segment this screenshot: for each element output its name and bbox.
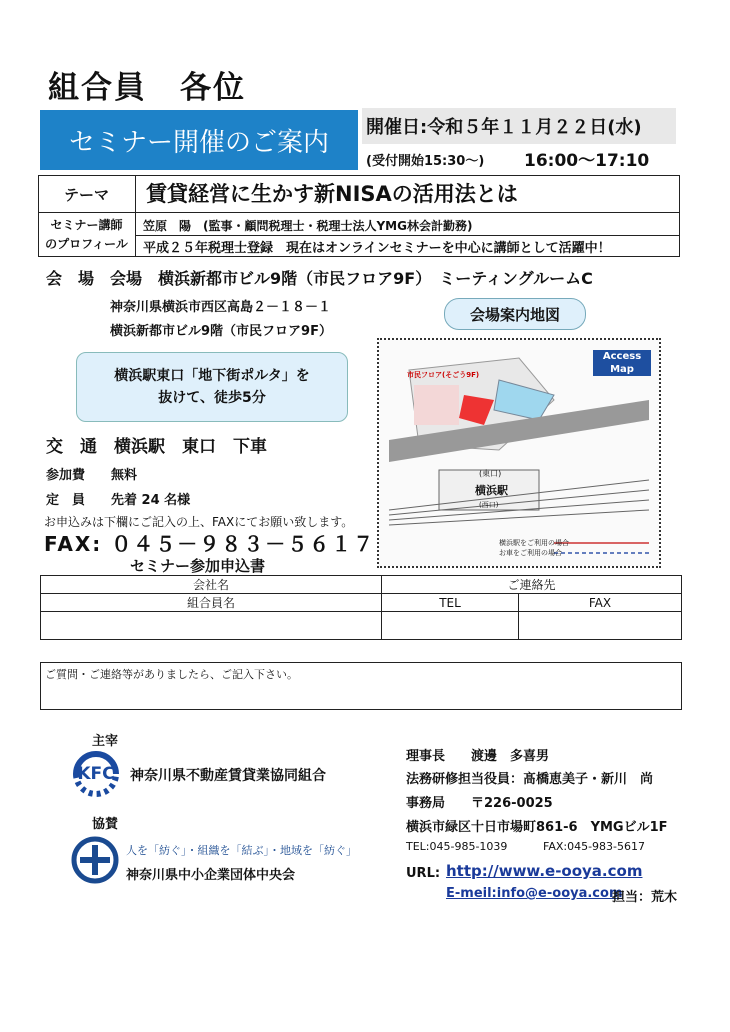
venue-address-2: 横浜新都市ビル9階（市民フロア9F）	[110, 324, 332, 339]
person-in-charge: 担当：荒木	[612, 890, 678, 905]
fee-info: 参加費 無料	[46, 468, 138, 483]
event-date: 開催日:令和５年１１月２２日(水)	[362, 108, 676, 144]
lecturer-name: 笠原 陽 (監事・顧問税理士・税理士法人YMG林会計勤務)	[143, 219, 473, 233]
form-title: セミナー参加申込書	[130, 557, 266, 575]
host-name: 神奈川県不動産賃貸業協同組合	[130, 768, 326, 784]
company-header: 会社名	[41, 576, 382, 594]
map-legend-1: 横浜駅をご利用の場合	[499, 539, 569, 547]
cosponsor-label: 協賛	[92, 817, 119, 832]
member-header: 組合員名	[41, 594, 382, 612]
host-label: 主宰	[92, 734, 119, 749]
fax-input[interactable]	[519, 612, 682, 640]
venue-line: 会 場 会場 横浜新都市ビル9階（市民フロア9F） ミーティングルームC	[46, 269, 593, 288]
map-legend-2: お車をご利用の場合	[499, 549, 562, 557]
reception-time: (受付開始15:30～)	[366, 154, 485, 169]
question-label: ご質問・ご連絡等がありましたら、ご記入下さい。	[45, 668, 298, 681]
map-station: 横浜駅	[475, 484, 508, 497]
profile-label	[38, 213, 136, 257]
member-input[interactable]	[41, 612, 382, 640]
cosponsor-slogan: 人を「紡ぐ」・組織を「結ぶ」・地域を「紡ぐ」	[126, 844, 357, 857]
office-postal: 事務局 〒226-0025	[406, 796, 553, 811]
venue-address-1: 神奈川県横浜市西区高島２－１８－１	[110, 300, 332, 315]
profile-label-line1: セミナー講師	[50, 218, 123, 232]
office-tel: TEL:045-985-1039	[406, 840, 508, 853]
fax-number: FAX: ０４５－９８３－５６１７	[44, 532, 376, 556]
access-directions	[76, 352, 348, 422]
email-link[interactable]: E-meil:info@e-ooya.com	[446, 886, 623, 901]
event-time: 16:00～17:10	[524, 151, 650, 171]
map-civic-floor: 市民フロア(そごう9F)	[407, 371, 480, 379]
seminar-banner: セミナー開催のご案内	[40, 110, 358, 170]
kfc-logo-text: KFC	[77, 764, 115, 784]
url-label: URL:	[406, 866, 441, 881]
map-title: Access Map	[593, 350, 651, 376]
lecturer-profile: 平成２５年税理士登録 現在はオンラインセミナーを中心に講師として活躍中！	[143, 241, 611, 256]
tel-input[interactable]	[382, 612, 519, 640]
website-link[interactable]: http://www.e-ooya.com	[446, 862, 643, 880]
page-title: 組合員 各位	[48, 70, 246, 106]
theme-text: 賃貸経営に生かす新NISAの活用法とは	[146, 182, 518, 206]
theme-label: テーマ	[38, 175, 136, 213]
cosponsor-name: 神奈川県中小企業団体中央会	[126, 868, 296, 883]
kfc-logo-icon	[70, 748, 122, 800]
apply-note: お申込みは下欄にご記入の上、FAXにてお願い致します。	[44, 515, 354, 529]
access-line-2: 抜けて、徒歩5分	[158, 390, 266, 406]
question-box[interactable]	[40, 662, 682, 710]
fax-header: FAX	[519, 594, 682, 612]
office-address: 横浜市緑区十日市場町861-6 YMGビル1F	[406, 820, 668, 835]
chairman: 理事長 渡邊 多喜男	[406, 749, 550, 764]
profile-divider	[136, 235, 680, 236]
legal-officer: 法務研修担当役員：髙橋恵美子・新川 尚	[406, 772, 654, 787]
application-form	[40, 575, 682, 640]
profile-label-line2: のプロフィール	[45, 237, 128, 251]
map-label: 会場案内地図	[444, 298, 586, 330]
access-line-1: 横浜駅東口「地下街ポルタ」を	[114, 368, 310, 384]
transport-info: 交 通 横浜駅 東口 下車	[46, 437, 267, 457]
contact-header: ご連絡先	[382, 576, 682, 594]
capacity-info: 定 員 先着 24 名様	[46, 493, 191, 508]
office-fax: FAX:045-983-5617	[543, 840, 646, 853]
map-east-exit: (東口)	[479, 469, 502, 478]
access-map	[377, 338, 661, 568]
tel-header: TEL	[382, 594, 519, 612]
map-west-exit: (西口)	[479, 501, 499, 509]
cosponsor-logo-icon	[70, 835, 120, 885]
